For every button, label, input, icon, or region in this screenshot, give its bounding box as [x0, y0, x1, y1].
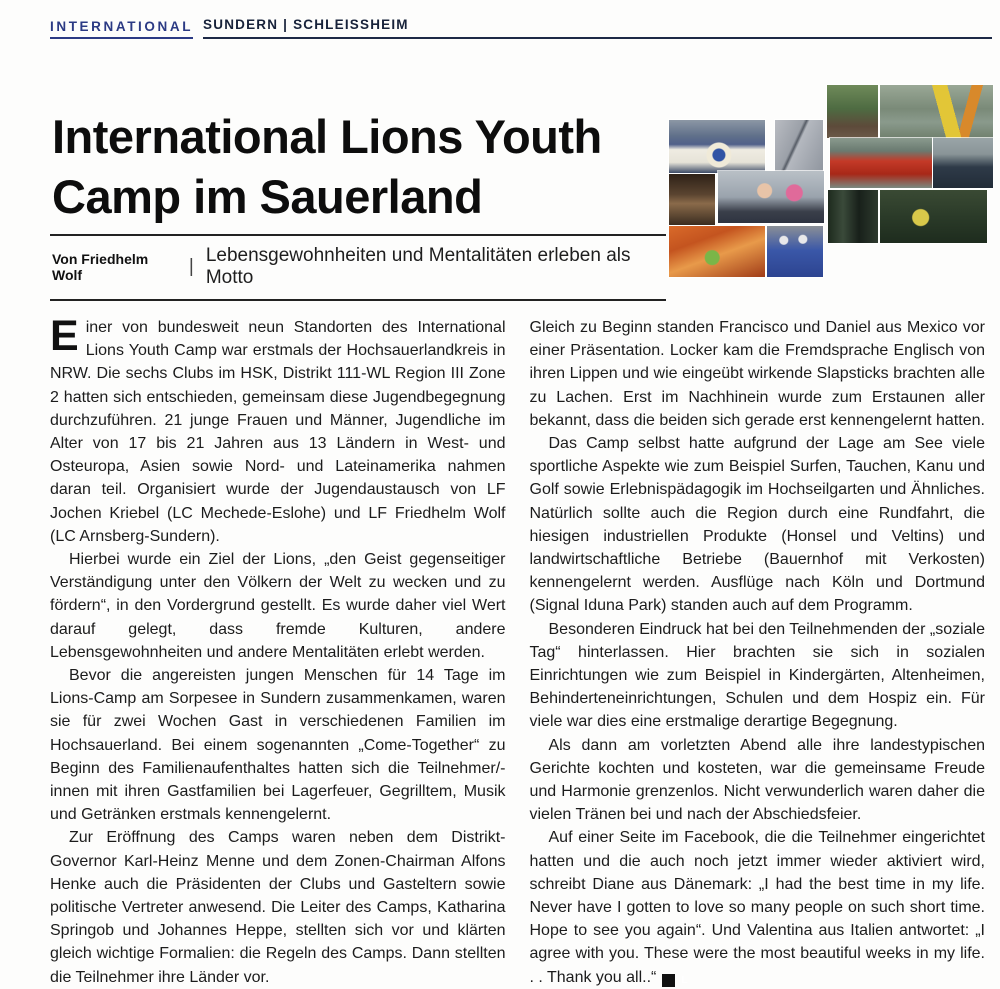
- group-with-lions-banner-photo: [669, 120, 765, 173]
- header-rule: [203, 16, 992, 39]
- section-label: INTERNATIONAL: [50, 19, 193, 39]
- selfie-two-girls-photo: [718, 171, 824, 223]
- paragraph: Hierbei wurde ein Ziel der Lions, „den Geist gegenseitiger Verständigung unter den Völkern der Welt zu wecken und zu fördern“, in den Vordergrund gestellt. Es wurde daher viel Wert darauf gelegt, dass fremde Kulturen, andere Lebensgewohnheiten und andere Mentalitäten erlebt werden.: [50, 551, 506, 661]
- paragraph: Gleich zu Beginn standen Francisco und Daniel aus Mexico vor einer Präsentation. Locker kam die Fremdsprache Englisch von ihren Lippen und wie eingeübt wirkende Slapsticks brachten alle zu Lachen. Erst im Nachhinein wurde zum Erstaunen aller bekannt, dass die beiden sich gerade erst kennengelernt hatten.: [529, 319, 985, 429]
- paragraph: Zur Eröffnung des Camps waren neben dem Distrikt-Governor Karl-Heinz Menne und dem Zonen-Chairman Alfons Henke auch die Präsidenten der Clubs und Gasteltern sowie politische Vertreter anwesend. Die Leiter des Camps, Katharina Springob und Johannes Heppe, stellten sich vor und klärten gleich wichtige Formalien: die Regeln des Camps. Dann stellten die Teilnehmer ihre Länder vor.: [50, 829, 506, 986]
- byline: [50, 234, 666, 301]
- windsurfing-photo: [880, 85, 993, 138]
- article-title-line1: International Lions Youth: [52, 110, 602, 164]
- wetsuit-group-photo: [933, 138, 993, 188]
- red-raft-photo: [830, 138, 932, 188]
- paragraph: Als dann am vorletzten Abend alle ihre landestypischen Gerichte kochten und kosteten, war die gemeinsame Freude und Harmonie grenzenlos. Nicht verwunderlich waren daher die vielen Tränen bei und nach der Abschiedsfeier.: [529, 736, 985, 824]
- article-title: [52, 107, 672, 227]
- church-interior-photo: [669, 174, 715, 225]
- article-body: [50, 312, 985, 989]
- paragraph: Das Camp selbst hatte aufgrund der Lage am See viele sportliche Aspekte wie zum Beispiel Surfen, Tauchen, Kanu und Golf sowie Erlebnispädagogik im Hochseilgarten und Ähnliches. Natürlich sollte auch die Region durch eine Rundfahrt, die hiesigen industriellen Produkte (Honsel und Veltins) und landwirtschaftliche Betriebe (Bauernhof mit Verkosten) kennengelernt werden. Ausflüge nach Köln und Dortmund (Signal Iduna Park) standen auch auf dem Programm.: [529, 435, 985, 615]
- right-column: [530, 316, 986, 989]
- left-column: [50, 312, 506, 989]
- article-title-line2: Camp im Sauerland: [52, 170, 483, 224]
- page-header: [50, 16, 992, 39]
- archery-photo: [880, 190, 987, 243]
- paragraph: Besonderen Eindruck hat bei den Teilnehmenden der „soziale Tag“ hinterlassen. Hier brachten sie sich in sozialen Einrichtungen wie zum Beispiel in Kindergärten, Altenheimen, Behinderteneinrichtungen, Schulen und dem Hospiz ein. Für viele war dies eine erstmalige derartige Begegnung.: [529, 620, 985, 731]
- location-label: SUNDERN | SCHLEISSHEIM: [203, 17, 409, 32]
- paragraph: Einer von bundesweit neun Standorten des International Lions Youth Camp war erstmals der Hochsauerlandkreis in NRW. Die sechs Clubs im HSK, Distrikt 111-WL Region III Zone 2 hatten sich entschieden, gemeinsam diese Jugendbegegnung durchzuführen. 21 junge Frauen und Männer, Jugendliche im Alter von 17 bis 21 Jahren aus 13 Ländern in West- und Osteuropa, Asien sowie Nord- und Lateinamerika nahmen daran teil. Organisiert wurde der Jugendaustausch von LF Jochen Kriebel (LC Mechede-Eslohe) und LF Friedhelm Wolf (LC Arnsberg-Sundern).: [50, 312, 506, 545]
- party-celebration-photo: [669, 226, 765, 277]
- paragraph: Bevor die angereisten jungen Menschen für 14 Tage im Lions-Camp am Sorpesee in Sundern zusammenkamen, waren sie für zwei Wochen Gast in verschiedenen Familien im Hochsauerland. Bei einem sogenannten „Come-Together“ zu Beginn des Familienaufenthaltes hatten sich die Teilnehmer/-innen mit ihren Gastfamilien bei Lagerfeuer, Gegrilltem, Musik und Getränken erstmals kennengelernt.: [50, 667, 506, 824]
- drop-cap: E: [50, 312, 79, 360]
- byline-subtitle: Lebensgewohnheiten und Mentalitäten erleben als Motto: [205, 245, 631, 288]
- blue-overalls-group-photo: [767, 226, 823, 277]
- paragraph: Auf einer Seite im Facebook, die die Teilnehmer eingerichtet hatten und die auch noch jetzt immer wieder aktiviert wird, schreibt Diane aus Dänemark: „I had the best time in my life. Never have I gotten to love so many people on such short time. Hope to see you again“. Und Valentina aus Italien antwortet: „I agree with you. These were the most beautiful weeks in my life. . . Thank you all..“ L: [529, 829, 985, 986]
- high-ropes-photo: [828, 190, 878, 243]
- end-of-article-icon: L: [662, 974, 675, 987]
- photo-collage: [660, 80, 1000, 285]
- forest-hike-photo: [827, 85, 878, 138]
- byline-separator: |: [188, 256, 194, 277]
- climbing-wall-photo: [775, 120, 823, 173]
- byline-author: Von Friedhelm Wolf: [52, 251, 149, 283]
